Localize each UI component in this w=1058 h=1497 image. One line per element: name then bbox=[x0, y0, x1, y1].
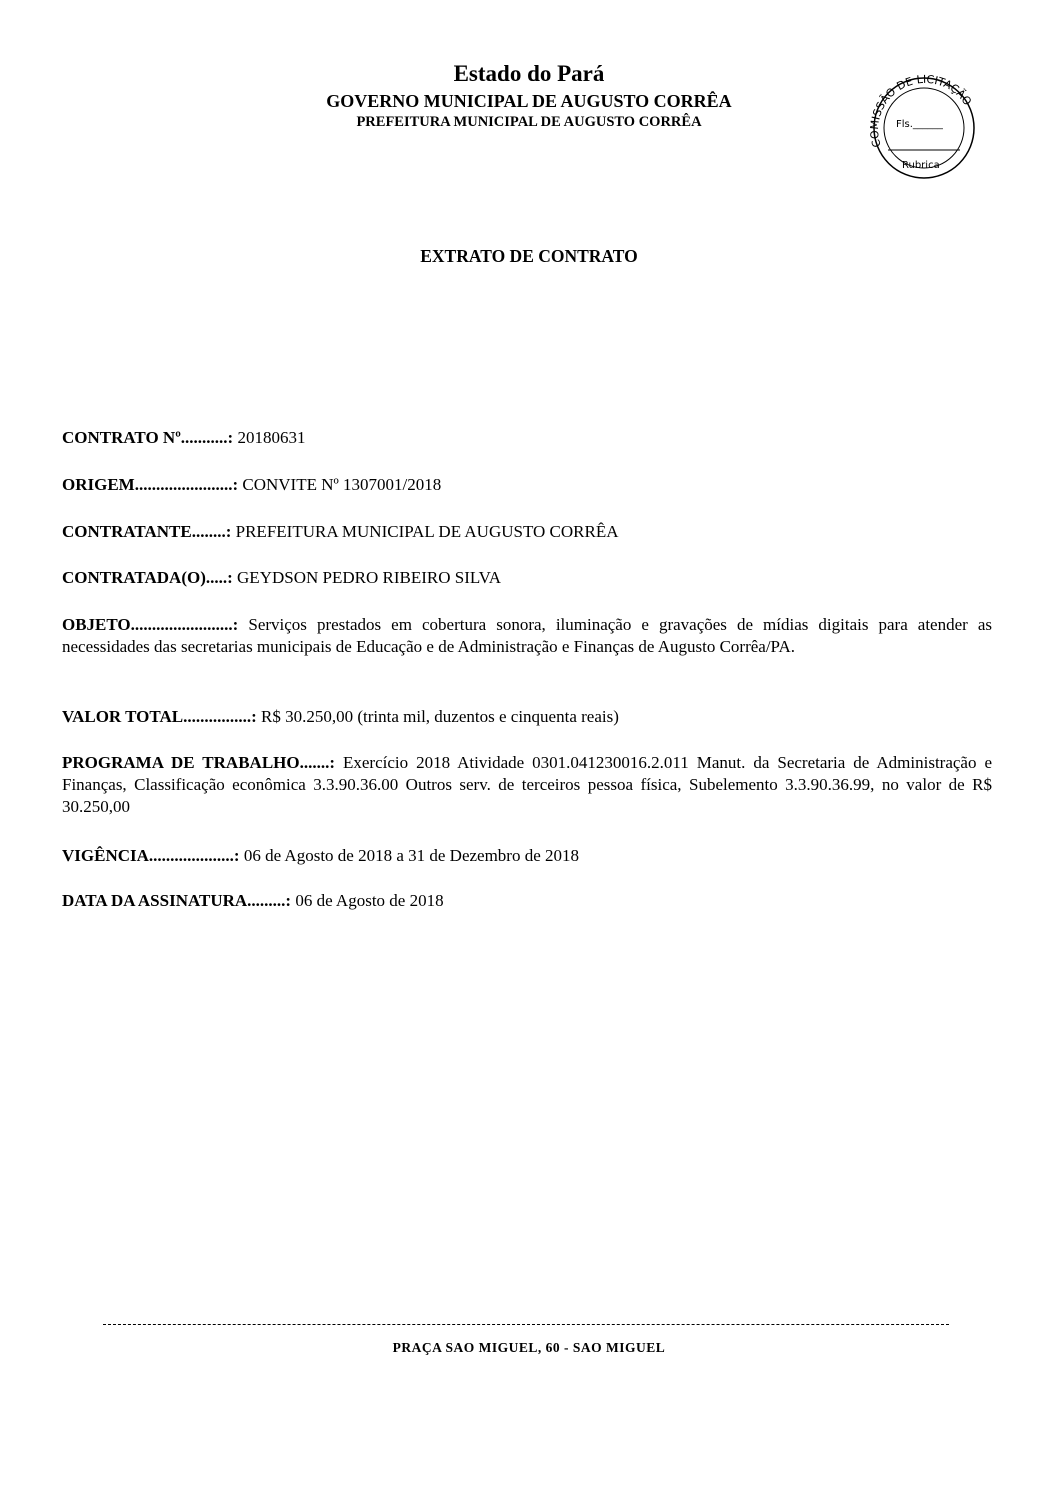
field-object bbox=[62, 614, 992, 658]
field-label: VIGÊNCIA....................: bbox=[62, 846, 240, 865]
field-value: Exercício 2018 Atividade 0301.041230016.2.011 Manut. da Secretaria de Administração e Finanças, Classificação econômica 3.3.90.36.00 Outros serv. de terceiros pessoa física, Subelemento 3.3.90.36.99, no valor de R$ 30.250,00 bbox=[62, 753, 992, 816]
field-value: 06 de Agosto de 2018 a 31 de Dezembro de 2018 bbox=[239, 846, 580, 865]
field-signature-date bbox=[62, 890, 992, 912]
field-contracting-party bbox=[62, 521, 992, 543]
field-origin bbox=[62, 474, 992, 496]
stamp-ring-text: COMISSÃO DE LICITAÇÃO bbox=[867, 72, 975, 149]
field-value: PREFEITURA MUNICIPAL DE AUGUSTO CORRÊA bbox=[231, 522, 619, 541]
field-label: CONTRATO Nº...........: bbox=[62, 428, 234, 447]
field-value: CONVITE Nº 1307001/2018 bbox=[238, 475, 442, 494]
field-value: Serviços prestados em cobertura sonora, iluminação e gravações de mídias digitais para atender as necessidades das secretarias municipais de Educação e de Administração e Finanças de Augusto Corrêa/PA. bbox=[62, 615, 992, 656]
field-label: CONTRATADA(O).....: bbox=[62, 568, 233, 587]
field-label: PROGRAMA DE TRABALHO.......: bbox=[62, 753, 336, 772]
field-label: ORIGEM.......................: bbox=[62, 475, 239, 494]
field-total-value bbox=[62, 706, 992, 728]
state-name: Estado do Pará bbox=[453, 61, 605, 86]
field-contracted-party bbox=[62, 567, 992, 589]
field-label: CONTRATANTE........: bbox=[62, 522, 232, 541]
field-value: GEYDSON PEDRO RIBEIRO SILVA bbox=[232, 568, 502, 587]
prefecture-name: PREFEITURA MUNICIPAL DE AUGUSTO CORRÊA bbox=[356, 114, 702, 130]
field-value: 06 de Agosto de 2018 bbox=[291, 891, 444, 910]
field-contract-number bbox=[62, 427, 992, 449]
field-work-program bbox=[62, 752, 992, 818]
field-value: 20180631 bbox=[233, 428, 306, 447]
field-label: DATA DA ASSINATURA.........: bbox=[62, 891, 292, 910]
field-label: VALOR TOTAL................: bbox=[62, 707, 257, 726]
field-label: OBJETO........................: bbox=[62, 615, 239, 634]
stamp-rubrica-label: Rubrica bbox=[902, 160, 940, 171]
footer-divider bbox=[103, 1324, 949, 1325]
field-validity bbox=[62, 845, 992, 867]
stamp-fls-label: Fls.______ bbox=[896, 119, 943, 130]
government-name: GOVERNO MUNICIPAL DE AUGUSTO CORRÊA bbox=[326, 91, 732, 111]
document-title: EXTRATO DE CONTRATO bbox=[420, 246, 638, 266]
commission-stamp bbox=[866, 72, 982, 180]
footer-address: PRAÇA SAO MIGUEL, 60 - SAO MIGUEL bbox=[392, 1340, 666, 1355]
field-value: R$ 30.250,00 (trinta mil, duzentos e cinquenta reais) bbox=[256, 707, 619, 726]
